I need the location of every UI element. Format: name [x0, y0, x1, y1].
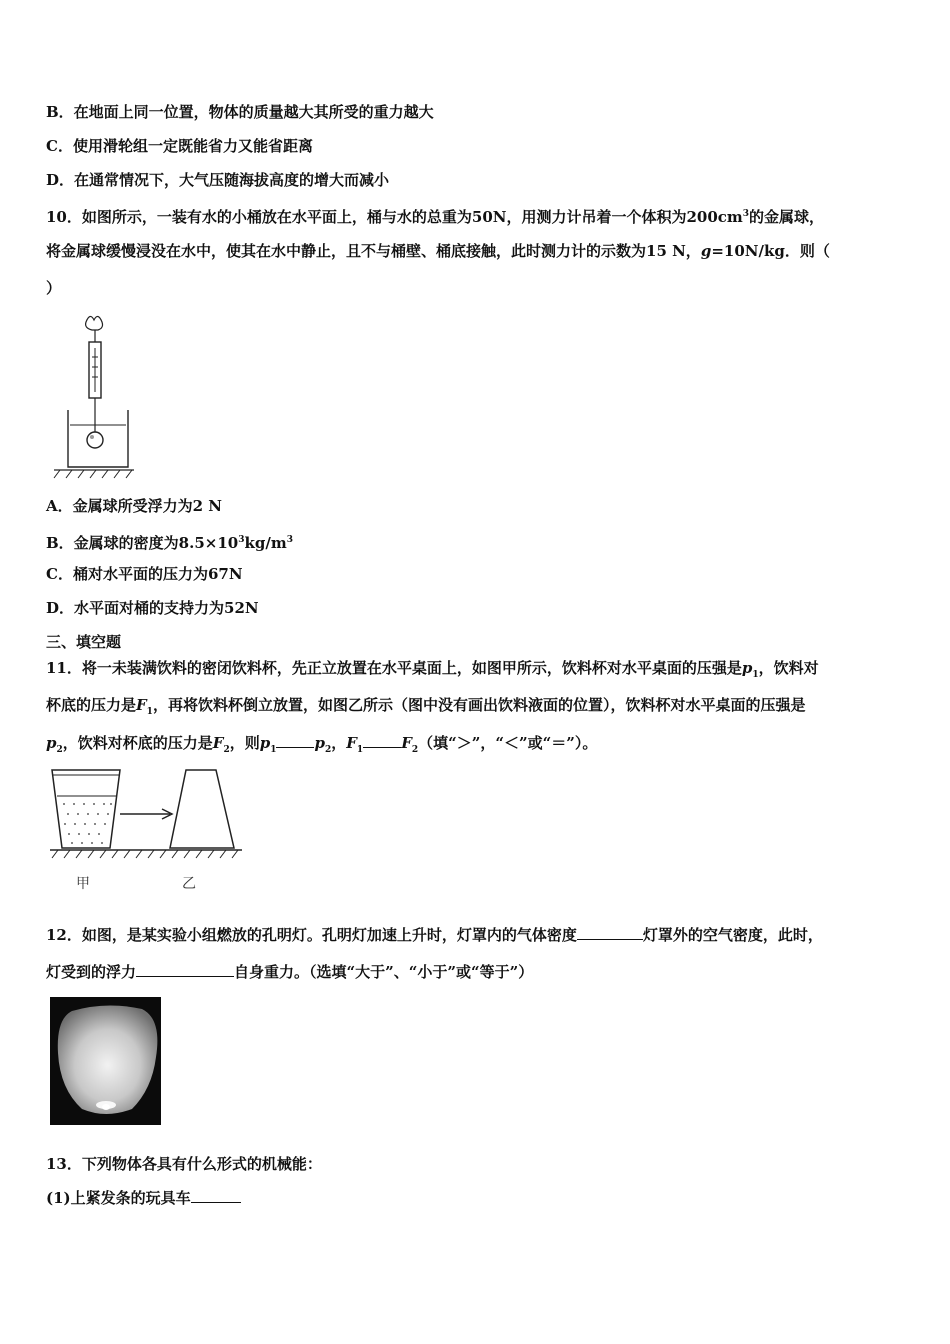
figure-label-jia: 甲	[76, 876, 90, 892]
q13-item-1: (1)上紧发条的玩具车	[46, 1188, 241, 1208]
q9-option-c: C．使用滑轮组一定既能省力又能省距离	[46, 137, 313, 155]
q10-option-c: C．桶对水平面的压力为67N	[46, 565, 243, 583]
q10-stem-line1: 10．如图所示，一装有水的小桶放在水平面上，桶与水的总重为50N，用测力计吊着一个体积为$200cm^3$的金属球，	[46, 208, 825, 226]
q11-stem-line3: $p_2$，饮料对杯底的压力是$F_2$，则$p_1$ $p_2$，$F_1$ $F_2$（填“＞”，“＜”或“＝”）。	[46, 734, 598, 755]
q10-option-a: A．金属球所受浮力为2 N	[46, 497, 223, 515]
q12-blank-buoyancy[interactable]	[136, 962, 234, 977]
drink-cup-figure	[48, 766, 244, 866]
q12-stem-line1: 12．如图，是某实验小组燃放的孔明灯。孔明灯加速上升时，灯罩内的气体密度 灯罩外的空气密度，此时，	[46, 926, 823, 944]
figure-label-yi: 乙	[182, 876, 196, 892]
q10-stem-line2: 将金属球缓慢浸没在水中，使其在水中静止，且不与桶壁、桶底接触，此时测力计的示数为15 N，g=10N/kg．则（	[46, 242, 830, 260]
q10-option-b: B．金属球的密度为$8.5\times 10^3kg/m^3$	[46, 534, 293, 552]
q10-option-d: D．水平面对桶的支持力为52N	[46, 599, 259, 617]
sky-lantern-photo	[50, 997, 161, 1125]
q11-blank-pressure[interactable]	[276, 733, 314, 748]
section-title-fill-in: 三、填空题	[46, 633, 122, 651]
q13-stem: 13．下列物体各具有什么形式的机械能：	[46, 1155, 322, 1173]
q10-stem-line3: ）	[46, 279, 62, 297]
q9-option-d: D．在通常情况下，大气压随海拔高度的增大而减小	[46, 171, 390, 189]
q9-option-b: B．在地面上同一位置，物体的质量越大其所受的重力越大	[46, 103, 434, 121]
q13-blank-1[interactable]	[191, 1188, 241, 1203]
q11-blank-force[interactable]	[363, 733, 401, 748]
q11-stem-line1: 11．将一未装满饮料的密闭饮料杯，先正立放置在水平桌面上，如图甲所示，饮料杯对水平桌面的压强是$p_1$，饮料对	[46, 659, 819, 680]
q12-blank-density[interactable]	[577, 925, 643, 940]
q12-stem-line2: 灯受到的浮力 自身重力。（选填“大于”、“小于”或“等于”）	[46, 963, 534, 981]
spring-scale-bucket-figure	[48, 312, 138, 482]
q11-stem-line2: 杯底的压力是$F_1$，再将饮料杯倒立放置，如图乙所示（图中没有画出饮料液面的位置），饮料杯对水平桌面的压强是	[46, 696, 806, 717]
